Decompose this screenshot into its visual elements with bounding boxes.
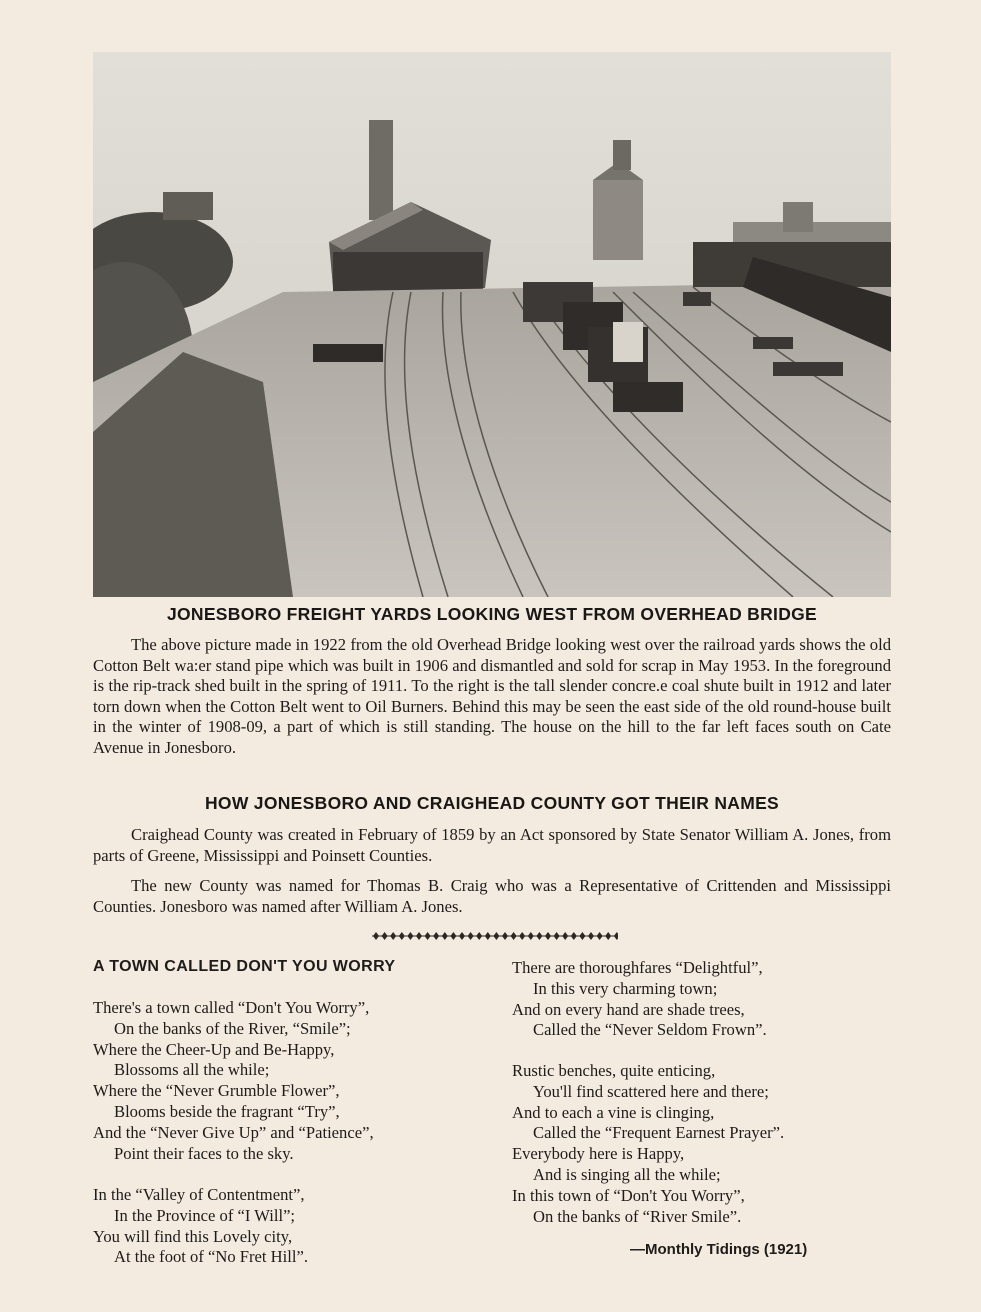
poem-stanza-1 bbox=[93, 998, 374, 1164]
ornament-diamond bbox=[407, 932, 413, 940]
names-paragraph-2: The new County was named for Thomas B. Craig who was a Representative of Crittenden and Mississippi Counties. Jonesboro was named after William A. Jones. bbox=[93, 876, 891, 916]
ornament-diamond bbox=[433, 932, 439, 940]
ornament-diamond bbox=[571, 932, 577, 940]
photo-caption-paragraph: The above picture made in 1922 from the old Overhead Bridge looking west over the railroad yards shows the old Cotton Belt wa:er stand pipe which was built in 1906 and dismantled and sold for scrap in May 1953. In the foreground is the rip-track shed built in the spring of 1911. To the right is the tall slender concre.e coal shute built in 1912 and later torn down when the Cotton Belt went to Oil Burners. Behind this may be seen the east side of the old round-house built in the winter of 1908-09, a part of which is still standing. The house on the hill to the far left faces south on Cate Avenue in Jonesboro. bbox=[93, 635, 891, 757]
poem-line: At the foot of “No Fret Hill”. bbox=[114, 1247, 309, 1267]
ornament-diamond bbox=[579, 932, 585, 940]
poem-line: Blooms beside the fragrant “Try”, bbox=[114, 1101, 340, 1121]
ornament-diamond bbox=[511, 932, 517, 940]
names-paragraph-1: Craighead County was created in February of 1859 by an Act sponsored by State Senator William A. Jones, from parts of Greene, Mississippi and Poinsett Counties. bbox=[93, 825, 891, 865]
ornament-diamond bbox=[382, 932, 388, 940]
railroad-yard-photo bbox=[93, 52, 891, 597]
poem-line: Called the “Frequent Earnest Prayer”. bbox=[533, 1123, 785, 1143]
ornament-diamond bbox=[442, 932, 448, 940]
poem-line: There's a town called “Don't You Worry”, bbox=[93, 998, 370, 1017]
poem-line: On the banks of the River, “Smile”; bbox=[114, 1018, 351, 1038]
ornament-diamond bbox=[502, 932, 508, 940]
poem-line: Where the Cheer-Up and Be-Happy, bbox=[93, 1039, 335, 1059]
ornament-diamond bbox=[562, 932, 568, 940]
ornament-diamond bbox=[554, 932, 560, 940]
poem-line: Blossoms all the while; bbox=[114, 1060, 270, 1080]
ornament-diamond bbox=[588, 932, 594, 940]
poem-stanza-3 bbox=[512, 958, 767, 1041]
poem-line: Where the “Never Grumble Flower”, bbox=[93, 1081, 340, 1101]
ornament-diamond bbox=[536, 932, 542, 940]
ornament-diamond bbox=[545, 932, 551, 940]
ornament-divider bbox=[372, 930, 618, 942]
ornament-diamond bbox=[459, 932, 465, 940]
poem-line: You will find this Lovely city, bbox=[93, 1226, 293, 1246]
poem-line: In this very charming town; bbox=[533, 978, 718, 998]
photo-caption-heading: JONESBORO FREIGHT YARDS LOOKING WEST FROM OVERHEAD BRIDGE bbox=[166, 604, 818, 624]
photo-illustration bbox=[93, 52, 891, 597]
poem-line: And to each a vine is clinging, bbox=[512, 1102, 715, 1122]
poem-title: A TOWN CALLED DON'T YOU WORRY bbox=[93, 958, 396, 975]
poem-stanza-4 bbox=[512, 1061, 784, 1227]
poem-line: There are thoroughfares “Delightful”, bbox=[512, 958, 763, 977]
ornament-diamond bbox=[468, 932, 474, 940]
poem-line: Everybody here is Happy, bbox=[512, 1144, 685, 1164]
ornament-diamond bbox=[597, 932, 603, 940]
ornament-diamond bbox=[416, 932, 422, 940]
poem-line: Called the “Never Seldom Frown”. bbox=[533, 1020, 767, 1040]
poem-line: On the banks of “River Smile”. bbox=[533, 1206, 742, 1226]
ornament-diamond bbox=[493, 932, 499, 940]
poem-line: And the “Never Give Up” and “Patience”, bbox=[93, 1122, 374, 1142]
poem-line: Point their faces to the sky. bbox=[114, 1143, 294, 1163]
poem-line: In this town of “Don't You Worry”, bbox=[512, 1185, 745, 1205]
poem-line: In the “Valley of Contentment”, bbox=[93, 1185, 305, 1204]
ornament-diamond bbox=[399, 932, 405, 940]
ornament-diamond bbox=[485, 932, 491, 940]
poem-line: And is singing all the while; bbox=[533, 1164, 721, 1184]
ornament-diamond bbox=[519, 932, 525, 940]
ornament-diamond bbox=[425, 932, 431, 940]
ornament-diamond bbox=[373, 932, 379, 940]
ornament-diamond bbox=[605, 932, 611, 940]
poem-stanza-2 bbox=[93, 1185, 308, 1268]
poem-line: In the Province of “I Will”; bbox=[114, 1205, 296, 1225]
poem-line: Rustic benches, quite enticing, bbox=[512, 1061, 716, 1080]
ornament-diamond bbox=[476, 932, 482, 940]
ornament-diamond bbox=[528, 932, 534, 940]
ornament-diamond bbox=[614, 932, 618, 940]
ornament-diamond bbox=[450, 932, 456, 940]
poem-credit: —Monthly Tidings (1921) bbox=[630, 1241, 808, 1258]
poem-line: You'll find scattered here and there; bbox=[533, 1081, 769, 1101]
poem-line: And on every hand are shade trees, bbox=[512, 999, 745, 1019]
names-heading: HOW JONESBORO AND CRAIGHEAD COUNTY GOT THEIR NAMES bbox=[204, 793, 780, 813]
ornament-diamond bbox=[390, 932, 396, 940]
